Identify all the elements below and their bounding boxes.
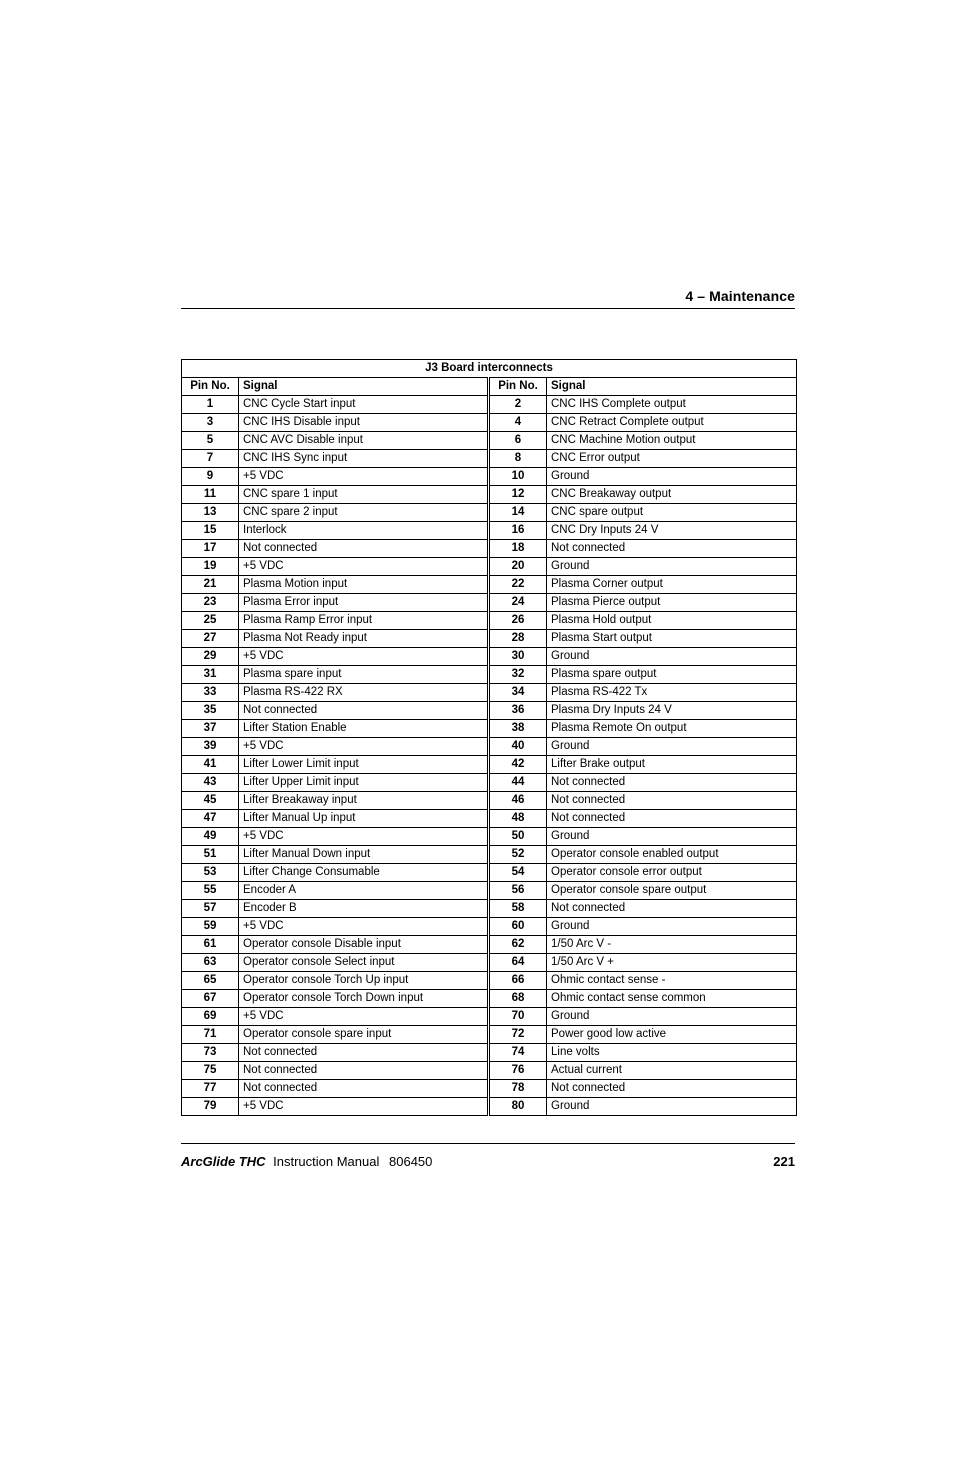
table-row <box>182 576 797 594</box>
signal-name-left: Not connected <box>239 702 489 720</box>
pin-number-left: 75 <box>182 1062 239 1080</box>
pin-number-left: 7 <box>182 450 239 468</box>
signal-name-left: CNC spare 1 input <box>239 486 489 504</box>
signal-name-left: Not connected <box>239 1062 489 1080</box>
signal-name-right: Ground <box>547 1098 797 1116</box>
signal-name-left: CNC AVC Disable input <box>239 432 489 450</box>
signal-name-left: Operator console Torch Down input <box>239 990 489 1008</box>
signal-name-left: Interlock <box>239 522 489 540</box>
table-row <box>182 954 797 972</box>
pin-number-right: 72 <box>489 1026 547 1044</box>
table-row <box>182 396 797 414</box>
pin-number-left: 65 <box>182 972 239 990</box>
pin-number-right: 16 <box>489 522 547 540</box>
signal-name-right: 1/50 Arc V + <box>547 954 797 972</box>
table-row <box>182 630 797 648</box>
table-row <box>182 612 797 630</box>
pin-number-left: 5 <box>182 432 239 450</box>
pin-number-left: 59 <box>182 918 239 936</box>
pin-number-right: 48 <box>489 810 547 828</box>
table-row <box>182 666 797 684</box>
pin-number-left: 37 <box>182 720 239 738</box>
pin-number-left: 21 <box>182 576 239 594</box>
signal-name-right: Not connected <box>547 774 797 792</box>
signal-name-right: Ground <box>547 468 797 486</box>
pin-number-left: 73 <box>182 1044 239 1062</box>
table-row <box>182 720 797 738</box>
pin-number-left: 3 <box>182 414 239 432</box>
table-header-row <box>182 378 797 396</box>
pin-number-left: 11 <box>182 486 239 504</box>
signal-name-right: Lifter Brake output <box>547 756 797 774</box>
signal-name-left: +5 VDC <box>239 1008 489 1026</box>
table-row <box>182 702 797 720</box>
signal-name-left: CNC IHS Sync input <box>239 450 489 468</box>
pin-number-left: 47 <box>182 810 239 828</box>
pin-number-left: 31 <box>182 666 239 684</box>
signal-name-right: Ground <box>547 648 797 666</box>
signal-name-right: Operator console enabled output <box>547 846 797 864</box>
signal-name-left: +5 VDC <box>239 1098 489 1116</box>
pin-number-right: 40 <box>489 738 547 756</box>
page-header <box>181 287 795 309</box>
interconnect-table-container <box>181 359 796 1116</box>
column-header-pin-right: Pin No. <box>489 378 547 396</box>
signal-name-right: Ground <box>547 828 797 846</box>
pin-number-right: 26 <box>489 612 547 630</box>
signal-name-left: Operator console Select input <box>239 954 489 972</box>
pin-number-right: 38 <box>489 720 547 738</box>
signal-name-right: Operator console error output <box>547 864 797 882</box>
pin-number-right: 62 <box>489 936 547 954</box>
signal-name-right: 1/50 Arc V - <box>547 936 797 954</box>
signal-name-right: CNC Dry Inputs 24 V <box>547 522 797 540</box>
pin-number-right: 6 <box>489 432 547 450</box>
signal-name-right: Plasma Corner output <box>547 576 797 594</box>
pin-number-right: 2 <box>489 396 547 414</box>
table-row <box>182 936 797 954</box>
pin-number-right: 44 <box>489 774 547 792</box>
table-row <box>182 648 797 666</box>
table-row <box>182 972 797 990</box>
table-row <box>182 1080 797 1098</box>
table-row <box>182 540 797 558</box>
pin-number-right: 10 <box>489 468 547 486</box>
signal-name-left: Plasma Ramp Error input <box>239 612 489 630</box>
pin-number-right: 66 <box>489 972 547 990</box>
signal-name-left: CNC Cycle Start input <box>239 396 489 414</box>
pin-number-right: 80 <box>489 1098 547 1116</box>
signal-name-left: Plasma spare input <box>239 666 489 684</box>
pin-number-left: 9 <box>182 468 239 486</box>
table-row <box>182 1008 797 1026</box>
signal-name-left: +5 VDC <box>239 828 489 846</box>
table-row <box>182 486 797 504</box>
signal-name-left: +5 VDC <box>239 468 489 486</box>
signal-name-right: Not connected <box>547 900 797 918</box>
pin-number-left: 33 <box>182 684 239 702</box>
signal-name-right: CNC Breakaway output <box>547 486 797 504</box>
pin-number-left: 79 <box>182 1098 239 1116</box>
signal-name-left: Lifter Breakaway input <box>239 792 489 810</box>
signal-name-right: CNC Retract Complete output <box>547 414 797 432</box>
signal-name-left: Not connected <box>239 1044 489 1062</box>
table-row <box>182 1098 797 1116</box>
signal-name-right: Actual current <box>547 1062 797 1080</box>
column-header-pin-left: Pin No. <box>182 378 239 396</box>
table-row <box>182 900 797 918</box>
pin-number-right: 70 <box>489 1008 547 1026</box>
pin-number-right: 22 <box>489 576 547 594</box>
table-row <box>182 504 797 522</box>
signal-name-left: Operator console Torch Up input <box>239 972 489 990</box>
manual-title: Instruction Manual <box>273 1154 380 1169</box>
table-row <box>182 450 797 468</box>
footer-document-info <box>181 1154 432 1169</box>
pin-number-right: 4 <box>489 414 547 432</box>
signal-name-right: Plasma Pierce output <box>547 594 797 612</box>
pin-number-left: 43 <box>182 774 239 792</box>
table-caption-row <box>182 360 797 378</box>
signal-name-right: Ground <box>547 558 797 576</box>
pin-number-right: 52 <box>489 846 547 864</box>
pin-number-left: 17 <box>182 540 239 558</box>
signal-name-right: Plasma Dry Inputs 24 V <box>547 702 797 720</box>
signal-name-right: Not connected <box>547 1080 797 1098</box>
table-body <box>182 396 797 1116</box>
pin-number-left: 39 <box>182 738 239 756</box>
pin-number-right: 76 <box>489 1062 547 1080</box>
table-row <box>182 468 797 486</box>
table-row <box>182 792 797 810</box>
signal-name-right: Plasma spare output <box>547 666 797 684</box>
signal-name-right: Operator console spare output <box>547 882 797 900</box>
signal-name-right: CNC spare output <box>547 504 797 522</box>
table-row <box>182 558 797 576</box>
pin-number-left: 69 <box>182 1008 239 1026</box>
pin-number-left: 49 <box>182 828 239 846</box>
signal-name-right: Ohmic contact sense - <box>547 972 797 990</box>
signal-name-left: Encoder B <box>239 900 489 918</box>
signal-name-left: Lifter Station Enable <box>239 720 489 738</box>
table-row <box>182 828 797 846</box>
signal-name-right: Ohmic contact sense common <box>547 990 797 1008</box>
table-row <box>182 774 797 792</box>
pin-number-right: 54 <box>489 864 547 882</box>
signal-name-left: Lifter Manual Down input <box>239 846 489 864</box>
pin-number-left: 53 <box>182 864 239 882</box>
pin-number-right: 34 <box>489 684 547 702</box>
signal-name-left: Not connected <box>239 540 489 558</box>
pin-number-left: 71 <box>182 1026 239 1044</box>
table-row <box>182 432 797 450</box>
table-row <box>182 810 797 828</box>
pin-number-left: 57 <box>182 900 239 918</box>
signal-name-right: CNC IHS Complete output <box>547 396 797 414</box>
pin-number-left: 23 <box>182 594 239 612</box>
signal-name-left: +5 VDC <box>239 648 489 666</box>
pin-number-right: 74 <box>489 1044 547 1062</box>
pin-number-right: 46 <box>489 792 547 810</box>
signal-name-left: +5 VDC <box>239 558 489 576</box>
pin-number-left: 45 <box>182 792 239 810</box>
pin-number-left: 55 <box>182 882 239 900</box>
signal-name-right: Power good low active <box>547 1026 797 1044</box>
pin-number-right: 56 <box>489 882 547 900</box>
table-row <box>182 1044 797 1062</box>
signal-name-left: Operator console spare input <box>239 1026 489 1044</box>
pin-number-left: 67 <box>182 990 239 1008</box>
product-name: ArcGlide THC <box>181 1154 266 1169</box>
pin-number-right: 32 <box>489 666 547 684</box>
table-caption: J3 Board interconnects <box>182 360 797 378</box>
pin-number-right: 30 <box>489 648 547 666</box>
signal-name-right: CNC Machine Motion output <box>547 432 797 450</box>
signal-name-left: Lifter Upper Limit input <box>239 774 489 792</box>
pin-number-right: 50 <box>489 828 547 846</box>
signal-name-right: Plasma Hold output <box>547 612 797 630</box>
table-row <box>182 990 797 1008</box>
pin-number-right: 68 <box>489 990 547 1008</box>
table-row <box>182 1026 797 1044</box>
column-header-signal-right: Signal <box>547 378 797 396</box>
signal-name-right: Not connected <box>547 792 797 810</box>
signal-name-left: +5 VDC <box>239 918 489 936</box>
table-row <box>182 522 797 540</box>
table-row <box>182 846 797 864</box>
pin-number-left: 51 <box>182 846 239 864</box>
signal-name-left: Lifter Manual Up input <box>239 810 489 828</box>
pin-number-left: 29 <box>182 648 239 666</box>
pin-number-right: 18 <box>489 540 547 558</box>
j3-interconnect-table <box>181 359 797 1116</box>
table-row <box>182 738 797 756</box>
table-row <box>182 756 797 774</box>
signal-name-right: CNC Error output <box>547 450 797 468</box>
pin-number-left: 15 <box>182 522 239 540</box>
signal-name-right: Ground <box>547 918 797 936</box>
signal-name-right: Plasma Start output <box>547 630 797 648</box>
table-row <box>182 1062 797 1080</box>
signal-name-left: Encoder A <box>239 882 489 900</box>
page-footer <box>181 1143 795 1169</box>
pin-number-left: 63 <box>182 954 239 972</box>
signal-name-right: Line volts <box>547 1044 797 1062</box>
chapter-title: 4 – Maintenance <box>685 288 795 304</box>
signal-name-left: CNC IHS Disable input <box>239 414 489 432</box>
pin-number-right: 14 <box>489 504 547 522</box>
pin-number-left: 25 <box>182 612 239 630</box>
pin-number-right: 20 <box>489 558 547 576</box>
pin-number-right: 58 <box>489 900 547 918</box>
signal-name-left: +5 VDC <box>239 738 489 756</box>
pin-number-left: 41 <box>182 756 239 774</box>
signal-name-right: Plasma RS-422 Tx <box>547 684 797 702</box>
signal-name-left: Lifter Lower Limit input <box>239 756 489 774</box>
signal-name-right: Ground <box>547 738 797 756</box>
signal-name-left: Plasma RS-422 RX <box>239 684 489 702</box>
pin-number-left: 61 <box>182 936 239 954</box>
column-header-signal-left: Signal <box>239 378 489 396</box>
pin-number-right: 64 <box>489 954 547 972</box>
pin-number-right: 78 <box>489 1080 547 1098</box>
part-number: 806450 <box>389 1154 433 1169</box>
pin-number-right: 42 <box>489 756 547 774</box>
pin-number-right: 8 <box>489 450 547 468</box>
table-row <box>182 918 797 936</box>
signal-name-right: Not connected <box>547 810 797 828</box>
signal-name-left: CNC spare 2 input <box>239 504 489 522</box>
pin-number-right: 12 <box>489 486 547 504</box>
pin-number-left: 13 <box>182 504 239 522</box>
table-row <box>182 414 797 432</box>
table-row <box>182 684 797 702</box>
pin-number-right: 24 <box>489 594 547 612</box>
pin-number-left: 27 <box>182 630 239 648</box>
signal-name-right: Not connected <box>547 540 797 558</box>
pin-number-left: 77 <box>182 1080 239 1098</box>
signal-name-left: Plasma Motion input <box>239 576 489 594</box>
pin-number-right: 60 <box>489 918 547 936</box>
signal-name-left: Plasma Not Ready input <box>239 630 489 648</box>
signal-name-left: Plasma Error input <box>239 594 489 612</box>
page-number: 221 <box>773 1154 795 1169</box>
pin-number-left: 19 <box>182 558 239 576</box>
signal-name-right: Ground <box>547 1008 797 1026</box>
pin-number-right: 36 <box>489 702 547 720</box>
pin-number-left: 35 <box>182 702 239 720</box>
table-row <box>182 864 797 882</box>
signal-name-left: Not connected <box>239 1080 489 1098</box>
signal-name-left: Lifter Change Consumable <box>239 864 489 882</box>
signal-name-left: Operator console Disable input <box>239 936 489 954</box>
pin-number-left: 1 <box>182 396 239 414</box>
table-row <box>182 594 797 612</box>
pin-number-right: 28 <box>489 630 547 648</box>
signal-name-right: Plasma Remote On output <box>547 720 797 738</box>
table-row <box>182 882 797 900</box>
